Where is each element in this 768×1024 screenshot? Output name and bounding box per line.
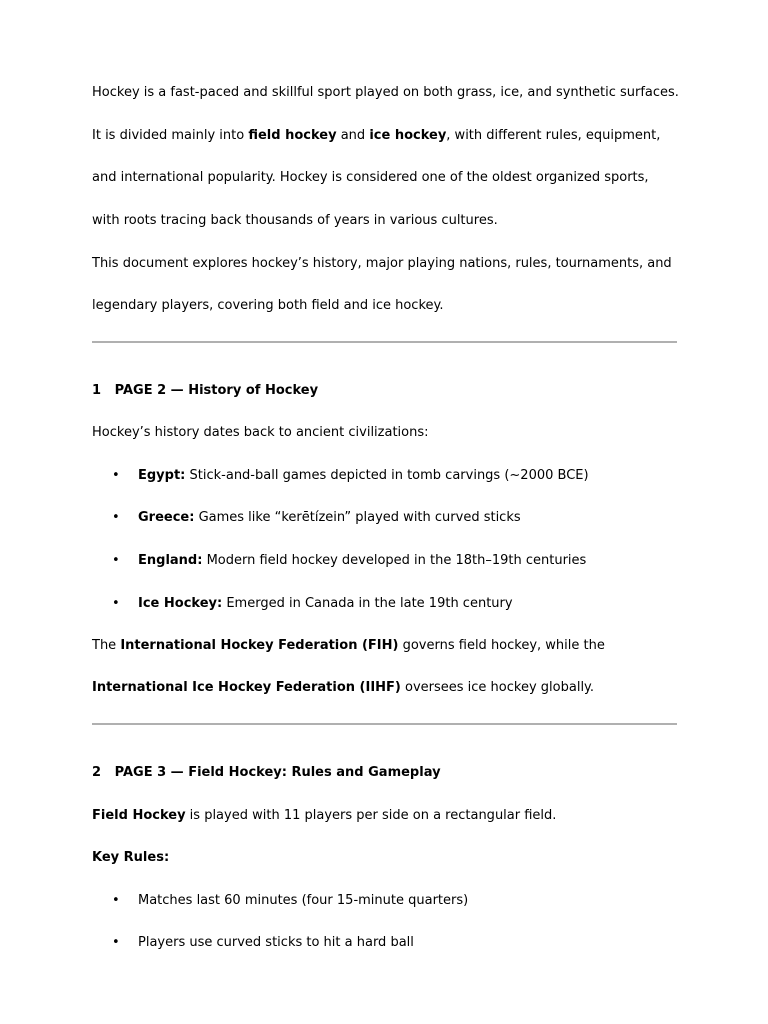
paragraph-text: governs field hockey, while the xyxy=(398,638,605,653)
intro-line-4: with roots tracing back thousands of years in various cultures. xyxy=(92,213,498,228)
field-hockey-term: field hockey xyxy=(248,128,337,143)
list-item xyxy=(138,552,586,570)
list-item xyxy=(138,509,521,527)
paragraph-text: is played with 11 players per side on a rectangular field. xyxy=(185,808,557,823)
section-1-lead: Hockey’s history dates back to ancient civilizations: xyxy=(92,425,429,440)
section-1-paragraph-line-1 xyxy=(92,637,605,655)
intro-text: , with different rules, equipment, xyxy=(446,128,661,143)
intro-line-5: This document explores hockey’s history, major playing nations, rules, tournaments, and xyxy=(92,256,672,271)
list-item xyxy=(138,595,513,613)
bullet-icon: • xyxy=(112,468,120,483)
section-number: 1 xyxy=(92,383,102,398)
section-divider xyxy=(92,723,677,725)
section-1-paragraph-line-2 xyxy=(92,679,594,697)
section-2-heading xyxy=(92,764,441,782)
intro-text: and xyxy=(336,128,370,143)
section-2-paragraph xyxy=(92,807,556,825)
list-item-text: Stick-and-ball games depicted in tomb carvings (~2000 BCE) xyxy=(185,468,589,483)
key-rules-heading xyxy=(92,849,169,867)
section-title: PAGE 2 — History of Hockey xyxy=(114,383,319,398)
fih-term: International Hockey Federation (FIH) xyxy=(120,638,399,653)
bullet-icon: • xyxy=(112,553,120,568)
intro-line-2 xyxy=(92,127,660,145)
list-item-label: Egypt: xyxy=(138,468,186,483)
intro-line-3: and international popularity. Hockey is considered one of the oldest organized sports, xyxy=(92,170,649,185)
key-rules-label: Key Rules: xyxy=(92,850,170,865)
intro-text: It is divided mainly into xyxy=(92,128,249,143)
section-1-heading xyxy=(92,382,318,400)
iihf-term: International Ice Hockey Federation (IIHF) xyxy=(92,680,401,695)
list-item-text: Games like “kerētízein” played with curved sticks xyxy=(194,510,521,525)
paragraph-text: The xyxy=(92,638,121,653)
list-item-text: Modern field hockey developed in the 18th–19th centuries xyxy=(202,553,587,568)
intro-line-1: Hockey is a fast-paced and skillful sport played on both grass, ice, and synthetic surfaces. xyxy=(92,85,679,100)
section-number: 2 xyxy=(92,765,102,780)
list-item-label: England: xyxy=(138,553,203,568)
ice-hockey-term: ice hockey xyxy=(369,128,447,143)
paragraph-text: oversees ice hockey globally. xyxy=(400,680,595,695)
bullet-icon: • xyxy=(112,596,120,611)
intro-line-6: legendary players, covering both field and ice hockey. xyxy=(92,298,444,313)
bullet-icon: • xyxy=(112,510,120,525)
list-item-label: Ice Hockey: xyxy=(138,596,223,611)
section-divider xyxy=(92,341,677,343)
list-item: Players use curved sticks to hit a hard ball xyxy=(138,935,414,950)
list-item: Matches last 60 minutes (four 15-minute quarters) xyxy=(138,893,469,908)
bullet-icon: • xyxy=(112,893,120,908)
list-item-text: Emerged in Canada in the late 19th century xyxy=(222,596,513,611)
list-item-label: Greece: xyxy=(138,510,195,525)
section-title: PAGE 3 — Field Hockey: Rules and Gameplay xyxy=(114,765,441,780)
bullet-icon: • xyxy=(112,935,120,950)
list-item xyxy=(138,467,589,485)
field-hockey-term: Field Hockey xyxy=(92,808,186,823)
